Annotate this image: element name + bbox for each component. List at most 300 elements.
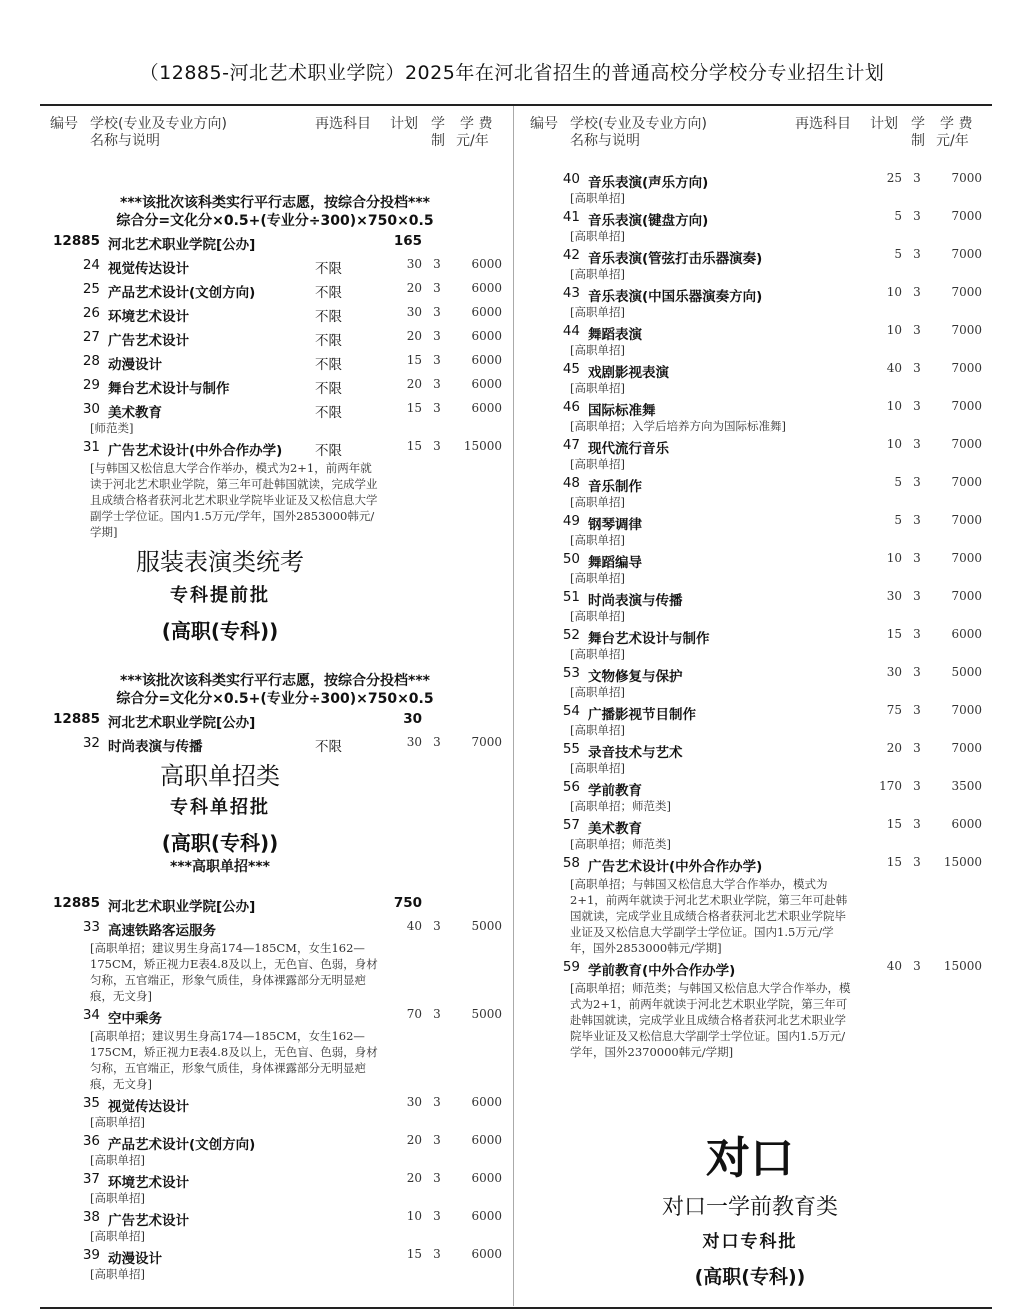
major-fee: 7000 [951,399,982,413]
major-row [520,624,990,648]
left-column [40,116,510,1282]
major-years: 3 [913,361,921,375]
major-subject: 不限 [315,443,342,459]
school-code: 12885 [53,233,100,249]
category-heading: 高职单招类 [160,762,280,790]
notice-parallel [40,194,510,230]
major-code: 38 [82,1209,100,1225]
major-code: 25 [82,281,100,297]
major-name: 视觉传达设计 [108,261,189,277]
major-plan: 15 [886,817,902,831]
major-name: 广告艺术设计 [108,333,189,349]
major-name: 舞蹈表演 [588,327,642,343]
page-title: （12885-河北艺术职业学院）2025年在河北省招生的普通高校分学校分专业招生计划 [139,62,885,84]
major-fee: 6000 [471,401,502,415]
major-years: 3 [913,627,921,641]
major-plan: 10 [886,437,902,451]
major-code: 45 [562,361,580,377]
major-fee: 7000 [951,361,982,375]
major-fee: 6000 [471,1095,502,1109]
level-heading: (高职(专科)) [161,619,279,643]
major-note: [高职单招] [90,1191,145,1205]
major-row [520,852,990,876]
major-fee: 7000 [951,551,982,565]
major-note: [高职单招] [570,609,625,623]
major-fee: 7000 [951,285,982,299]
major-row [40,436,510,460]
major-subject: 不限 [315,285,342,301]
major-row [520,320,990,344]
major-fee: 6000 [471,1171,502,1185]
school-row [40,230,510,254]
major-note: [师范类] [90,421,134,435]
major-fee: 5000 [471,919,502,933]
header-years-l2: 制 [911,133,925,149]
header-fee-l2: 元/年 [936,133,969,149]
major-plan: 25 [886,171,902,185]
major-code: 27 [82,329,100,345]
major-name: 广告艺术设计 [108,1213,189,1229]
major-code: 30 [82,401,100,417]
major-name: 舞台艺术设计与制作 [588,631,710,647]
major-note: [高职单招] [570,343,625,357]
major-note: [高职单招] [570,571,625,585]
major-code: 39 [82,1247,100,1263]
major-years: 3 [433,735,441,749]
level-heading: (高职(专科)) [161,831,279,855]
major-code: 41 [562,209,580,225]
batch-heading: 专科单招批 [170,797,270,818]
major-fee: 7000 [951,247,982,261]
major-plan: 10 [886,551,902,565]
header-school-l1: 学校(专业及专业方向) [570,116,707,132]
notice-line-1: ***该批次该科类实行平行志愿，按综合分投档*** [120,673,430,689]
header-school-l1: 学校(专业及专业方向) [90,116,227,132]
major-code: 28 [82,353,100,369]
major-years: 3 [913,817,921,831]
major-code: 29 [82,377,100,393]
major-note: [高职单招] [570,381,625,395]
major-code: 50 [562,551,580,567]
major-name: 录音技术与艺术 [588,745,683,761]
major-fee: 5000 [471,1007,502,1021]
major-years: 3 [913,589,921,603]
header-school-l2: 名称与说明 [570,133,640,149]
major-fee: 7000 [951,741,982,755]
major-years: 3 [913,171,921,185]
major-years: 3 [913,399,921,413]
major-note: [高职单招；师范类；与韩国又松信息大学合作举办，模式为2+1，前两年就读于河北艺术职业学院，第三年可赴韩国就读，完成学业且成绩合格者获河北艺术职业学院毕业证及又松信息大学副学士学位证。国内1.5万元/学年，国外2370000韩元/学期] [570,981,851,1059]
major-plan: 30 [406,257,422,271]
major-years: 3 [913,323,921,337]
major-name: 广告艺术设计(中外合作办学) [108,443,283,459]
school-name: 河北艺术职业学院[公办] [108,715,256,731]
major-years: 3 [433,281,441,295]
level-heading: (高职(专科)) [694,1266,806,1288]
notice-line-1: ***该批次该科类实行平行志愿，按综合分投档*** [120,195,430,211]
major-plan: 30 [406,305,422,319]
major-note: [高职单招] [90,1267,145,1281]
major-fee: 7000 [951,589,982,603]
major-years: 3 [913,551,921,565]
major-row [40,374,510,398]
major-years: 3 [913,437,921,451]
school-code: 12885 [53,895,100,911]
major-code: 37 [82,1171,100,1187]
major-name: 空中乘务 [108,1011,162,1027]
major-row [40,398,510,422]
major-fee: 7000 [951,437,982,451]
major-fee: 6000 [951,817,982,831]
major-code: 57 [562,817,580,833]
major-code: 35 [82,1095,100,1111]
major-code: 48 [562,475,580,491]
major-plan: 30 [886,665,902,679]
major-years: 3 [433,439,441,453]
batch-heading: 对口专科批 [702,1232,798,1252]
major-plan: 15 [886,627,902,641]
major-fee: 6000 [471,281,502,295]
category-heading: 对口一学前教育类 [661,1195,838,1220]
major-fee: 15000 [463,439,502,453]
major-fee: 7000 [951,513,982,527]
major-code: 33 [82,919,100,935]
major-name: 舞台艺术设计与制作 [108,381,230,397]
major-years: 3 [913,703,921,717]
major-name: 高速铁路客运服务 [108,923,216,939]
major-name: 动漫设计 [108,357,162,373]
major-code: 52 [562,627,580,643]
major-fee: 6000 [471,1209,502,1223]
header-code: 编号 [50,116,78,132]
major-name: 现代流行音乐 [588,441,669,457]
major-plan: 20 [406,281,422,295]
major-fee: 6000 [471,1133,502,1147]
major-row [40,1092,510,1116]
major-plan: 20 [886,741,902,755]
major-years: 3 [433,919,441,933]
batch-heading: 专科提前批 [170,585,270,606]
school-row [40,708,510,732]
major-name: 时尚表演与传播 [588,593,683,609]
major-name: 动漫设计 [108,1251,162,1267]
major-plan: 5 [894,513,902,527]
major-code: 24 [82,257,100,273]
major-row [40,326,510,350]
major-years: 3 [433,1133,441,1147]
major-name: 钢琴调律 [588,517,642,533]
major-code: 31 [82,439,100,455]
major-name: 舞蹈编导 [588,555,642,571]
school-name: 河北艺术职业学院[公办] [108,899,256,915]
major-plan: 15 [406,353,422,367]
major-name: 学前教育(中外合作办学) [588,963,736,979]
major-plan: 5 [894,209,902,223]
major-plan: 15 [406,439,422,453]
major-note: [高职单招；师范类] [570,799,671,813]
school-row [40,892,510,916]
major-row [520,586,990,610]
major-row [40,254,510,278]
major-note: [高职单招] [570,457,625,471]
major-note: [高职单招] [570,723,625,737]
major-code: 32 [82,735,100,751]
major-code: 44 [562,323,580,339]
major-plan: 15 [406,1247,422,1261]
major-fee: 7000 [471,735,502,749]
major-name: 美术教育 [108,405,162,421]
major-row [520,956,990,980]
notice-parallel [40,672,510,708]
major-code: 56 [562,779,580,795]
major-code: 26 [82,305,100,321]
header-fee-l2: 元/年 [456,133,489,149]
major-name: 视觉传达设计 [108,1099,189,1115]
major-code: 55 [562,741,580,757]
major-note: [高职单招] [570,761,625,775]
major-fee: 6000 [471,329,502,343]
major-fee: 7000 [951,703,982,717]
major-years: 3 [433,329,441,343]
major-name: 学前教育 [588,783,642,799]
major-row [40,1244,510,1268]
major-years: 3 [433,377,441,391]
major-code: 46 [562,399,580,415]
major-code: 53 [562,665,580,681]
school-plan: 750 [393,895,422,911]
major-plan: 30 [406,735,422,749]
major-fee: 5000 [951,665,982,679]
bottom-rule [40,1307,992,1309]
major-plan: 40 [886,959,902,973]
major-years: 3 [433,1007,441,1021]
major-plan: 70 [406,1007,422,1021]
major-years: 3 [913,779,921,793]
major-code: 54 [562,703,580,719]
major-plan: 20 [406,1171,422,1185]
major-plan: 40 [406,919,422,933]
major-code: 51 [562,589,580,605]
header-fee-l1: 学 费 [940,116,973,132]
major-note: [高职单招] [570,495,625,509]
major-row [40,1004,510,1028]
major-years: 3 [433,1209,441,1223]
major-note: [高职单招；与韩国又松信息大学合作举办，模式为2+1，前两年就读于河北艺术职业学院，第三年可赴韩国就读，完成学业且成绩合格者获河北艺术职业学院毕业证及又松信息大学副学士学位证。国内1.5万元/学年，国外2853000韩元/学期] [570,877,848,955]
major-code: 40 [562,171,580,187]
major-name: 环境艺术设计 [108,1175,189,1191]
notice-line-2: 综合分=文化分×0.5+(专业分÷300)×750×0.5 [116,213,434,229]
header-years-l2: 制 [431,133,445,149]
major-row [40,1168,510,1192]
major-row [40,350,510,374]
major-years: 3 [433,353,441,367]
major-plan: 10 [886,399,902,413]
major-plan: 20 [406,1133,422,1147]
table-header [520,116,990,156]
major-years: 3 [913,475,921,489]
major-plan: 30 [886,589,902,603]
major-code: 36 [82,1133,100,1149]
major-row [520,396,990,420]
major-name: 国际标准舞 [588,403,656,419]
major-row [40,732,510,756]
major-fee: 7000 [951,209,982,223]
major-row [40,916,510,940]
major-fee: 15000 [943,855,982,869]
major-fee: 6000 [471,377,502,391]
major-row [40,302,510,326]
major-fee: 6000 [471,353,502,367]
major-name: 时尚表演与传播 [108,739,203,755]
major-name: 音乐表演(管弦打击乐器演奏) [588,251,763,267]
major-code: 34 [82,1007,100,1023]
major-plan: 15 [406,401,422,415]
major-code: 47 [562,437,580,453]
major-plan: 5 [894,475,902,489]
major-note: [高职单招；建议男生身高174—185CM，女生162—175CM，矫正视力E表4.8及以上，无色盲、色弱，身材匀称，五官端正，形象气质佳，身体裸露部分无明显疤痕，无文身] [90,1029,378,1091]
major-name: 环境艺术设计 [108,309,189,325]
major-row [520,814,990,838]
major-row [520,434,990,458]
major-years: 3 [433,1247,441,1261]
major-plan: 20 [406,329,422,343]
header-school-l2: 名称与说明 [90,133,160,149]
major-fee: 15000 [943,959,982,973]
notice-line-2: 综合分=文化分×0.5+(专业分÷300)×750×0.5 [116,691,434,707]
category-heading: 服装表演类统考 [136,548,304,576]
major-row [520,282,990,306]
major-name: 音乐制作 [588,479,642,495]
major-fee: 3500 [951,779,982,793]
major-plan: 170 [879,779,902,793]
major-fee: 6000 [471,305,502,319]
major-row [520,244,990,268]
header-years-l1: 学 [431,116,445,132]
major-fee: 7000 [951,171,982,185]
major-name: 音乐表演(中国乐器演奏方向) [588,289,763,305]
major-name: 产品艺术设计(文创方向) [108,285,256,301]
header-subject: 再选科目 [795,116,851,132]
major-code: 59 [562,959,580,975]
school-code: 12885 [53,711,100,727]
major-code: 42 [562,247,580,263]
top-rule [40,104,992,106]
major-note: [高职单招] [570,191,625,205]
big-heading: 对口 [706,1133,794,1184]
major-years: 3 [433,1095,441,1109]
major-row [520,700,990,724]
major-name: 文物修复与保护 [588,669,683,685]
major-fee: 7000 [951,475,982,489]
header-plan: 计划 [390,116,418,132]
major-row [40,278,510,302]
major-note: [高职单招；建议男生身高174—185CM，女生162—175CM，矫正视力E表4.8及以上，无色盲、色弱，身材匀称，五官端正，形象气质佳，身体裸露部分无明显疤痕，无文身] [90,941,378,1003]
major-row [40,1206,510,1230]
major-name: 广播影视节目制作 [588,707,696,723]
school-name: 河北艺术职业学院[公办] [108,237,256,253]
major-plan: 20 [406,377,422,391]
header-subject: 再选科目 [315,116,371,132]
major-plan: 10 [886,285,902,299]
major-years: 3 [913,665,921,679]
major-note: [高职单招；入学后培养方向为国际标准舞] [570,419,786,433]
major-subject: 不限 [315,333,342,349]
major-years: 3 [913,855,921,869]
major-row [520,168,990,192]
major-note: [高职单招] [570,647,625,661]
major-row [520,738,990,762]
header-plan: 计划 [870,116,898,132]
school-plan: 165 [393,233,422,249]
major-plan: 10 [886,323,902,337]
major-years: 3 [913,741,921,755]
right-column [520,116,990,1060]
major-plan: 75 [886,703,902,717]
major-note: [与韩国又松信息大学合作举办，模式为2+1，前两年就读于河北艺术职业学院，第三年可赴韩国就读，完成学业且成绩合格者获河北艺术职业学院毕业证及又松信息大学副学士学位证。国内1.5万元/学年，国外2853000韩元/学期] [90,461,378,539]
major-years: 3 [913,209,921,223]
major-note: [高职单招；师范类] [570,837,671,851]
major-years: 3 [913,959,921,973]
major-code: 58 [562,855,580,871]
major-fee: 7000 [951,323,982,337]
major-years: 3 [913,285,921,299]
major-subject: 不限 [315,357,342,373]
major-row [520,776,990,800]
major-subject: 不限 [315,309,342,325]
major-subject: 不限 [315,261,342,277]
section-heading-block [610,1122,890,1289]
major-note: [高职单招] [90,1229,145,1243]
major-note: [高职单招] [570,305,625,319]
header-code: 编号 [530,116,558,132]
major-row [40,1130,510,1154]
major-note: [高职单招] [90,1153,145,1167]
major-plan: 5 [894,247,902,261]
school-plan: 30 [403,711,422,727]
major-name: 美术教育 [588,821,642,837]
major-fee: 6000 [471,1247,502,1261]
major-row [520,472,990,496]
major-years: 3 [433,401,441,415]
major-years: 3 [913,513,921,527]
major-note: [高职单招] [90,1115,145,1129]
major-name: 产品艺术设计(文创方向) [108,1137,256,1153]
major-note: [高职单招] [570,533,625,547]
major-note: [高职单招] [570,229,625,243]
major-code: 49 [562,513,580,529]
major-plan: 10 [406,1209,422,1223]
major-name: 音乐表演(键盘方向) [588,213,709,229]
major-years: 3 [433,305,441,319]
major-plan: 30 [406,1095,422,1109]
major-subject: 不限 [315,405,342,421]
major-note: [高职单招] [570,267,625,281]
major-name: 戏剧影视表演 [588,365,669,381]
column-divider [513,106,514,1306]
major-row [520,206,990,230]
major-note: [高职单招] [570,685,625,699]
major-subject: 不限 [315,739,342,755]
major-row [520,548,990,572]
table-header [40,116,510,156]
major-fee: 6000 [471,257,502,271]
major-code: 43 [562,285,580,301]
sub-heading: ***高职单招*** [170,859,270,875]
major-years: 3 [433,1171,441,1185]
major-row [520,358,990,382]
major-name: 广告艺术设计(中外合作办学) [588,859,763,875]
major-name: 音乐表演(声乐方向) [588,175,709,191]
